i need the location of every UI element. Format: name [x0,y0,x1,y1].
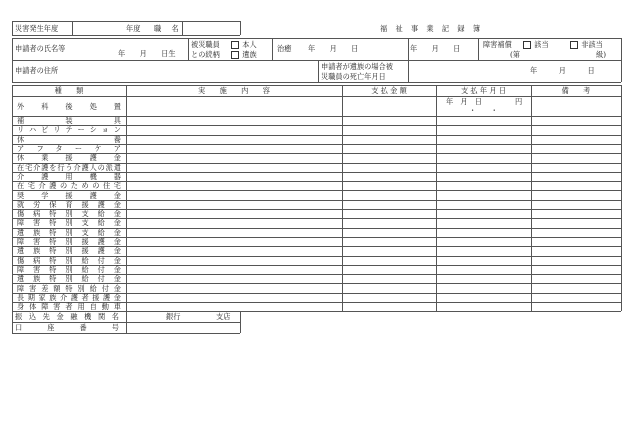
applicable-label: 該当 [534,40,549,49]
applicable-checkbox[interactable] [523,40,549,49]
bank-label: 銀行 [166,312,181,322]
type-label: 傷病特別給付金 [17,255,121,265]
table-row-type [13,116,125,125]
account-label: 口 座 番 号 [15,323,119,333]
table-row-type [13,218,125,227]
relation-label-2: との続柄 [191,50,220,59]
relation-label-1: 被災職員 [191,40,220,49]
self-checkbox[interactable] [231,40,257,49]
type-label: 介護用機器 [17,171,121,181]
table-row-type [13,135,125,144]
table-row-type [13,190,125,199]
table-row-type [13,209,125,218]
table-row-type [13,200,125,209]
job-title-label: 職 名 [154,24,183,33]
bereaved-option-label: 遺族 [242,50,257,59]
type-label: 在宅介護を行う介護人の派遣 [17,162,121,172]
table-row-type [13,302,125,311]
table-row-type [13,125,125,134]
table-row-type [13,265,125,274]
checkbox-icon [231,51,239,59]
table-row-type [13,153,125,162]
checkbox-icon [523,41,531,49]
type-label: 障害特別給付金 [17,264,121,274]
disability-grade: (第 [510,50,520,59]
fiscal-year-label: 年度 [126,24,141,33]
self-option-label: 本人 [242,40,257,49]
pay-date-dots: ・ ・ [469,106,498,115]
type-label: 障害差額特別給付金 [17,283,121,293]
table-row-type [13,283,125,292]
cure-label: 治癒 [277,44,292,53]
applicant-name-label: 申請者の氏名等 [15,44,66,53]
bereaved-note-1: 申請者が遺族の場合被 [321,62,393,71]
bereaved-checkbox[interactable] [231,50,257,59]
disability-label: 障害補償 [483,40,512,49]
applicant-address-label: 申請者の住所 [15,66,59,75]
table-row-type [13,96,125,116]
birth-date: 年 月 日生 [118,49,176,58]
table-row-type [13,144,125,153]
type-label: 遺族特別援護金 [17,246,121,256]
type-label: 休業援護金 [17,153,121,163]
table-row-type [13,172,125,181]
table-row-type [13,237,125,246]
type-label: 外科後処置 [17,101,121,111]
table-row-type [13,163,125,172]
table-row-type [13,293,125,302]
grade-suffix: 級) [596,50,606,59]
type-label: 障害特別援護金 [17,237,121,247]
table-row-type [13,274,125,283]
not-applicable-checkbox[interactable] [570,40,603,49]
header-pay-date: 支 払 年 月 日 [460,86,507,95]
header-type: 種 類 [54,86,84,95]
type-label: 遺族特別支給金 [17,227,121,237]
type-label: リハビリテーション [17,125,121,135]
header-amount: 支 払 金 額 [371,86,407,95]
table-row-type [13,181,125,190]
institution-label: 振込先金融機関名 [15,312,119,322]
disaster-year-label [12,22,72,35]
type-label: 身体障害者用自動車 [17,302,121,312]
type-label: 長期家族介護者援護金 [17,292,121,302]
header-remarks: 備 考 [561,86,591,95]
header-details: 実 施 内 容 [198,86,270,95]
bereaved-note-2: 災職員の死亡年月日 [321,72,386,81]
date-right: 年 月 日 [410,44,461,53]
checkbox-icon [231,41,239,49]
type-label: 奨学援護金 [17,190,121,200]
cure-date: 年 月 日 [308,44,359,53]
not-applicable-label: 非該当 [581,40,603,49]
disaster-year-text: 災害発生年度 [15,24,59,33]
type-label: 補装具 [17,116,121,126]
type-label: 傷病特別支給金 [17,209,121,219]
checkbox-icon [570,41,578,49]
amount-unit: 円 [515,97,523,106]
form-title: 福 祉 事 業 記 録 簿 [380,24,484,33]
type-label: 就労保育援護金 [17,199,121,209]
branch-label: 支店 [216,312,231,322]
table-row-type [13,256,125,265]
table-row-type [13,228,125,237]
type-label: 休養 [17,134,121,144]
type-label: 在宅介護のための住宅 [17,181,121,191]
pay-date-placeholder: 年 月 日 [446,97,482,106]
table-row-type [13,246,125,255]
type-label: 障害特別支給金 [17,218,121,228]
death-date: 年 月 日 [530,66,595,75]
type-label: アフターケア [17,144,121,154]
type-label: 遺族特別給付金 [17,274,121,284]
